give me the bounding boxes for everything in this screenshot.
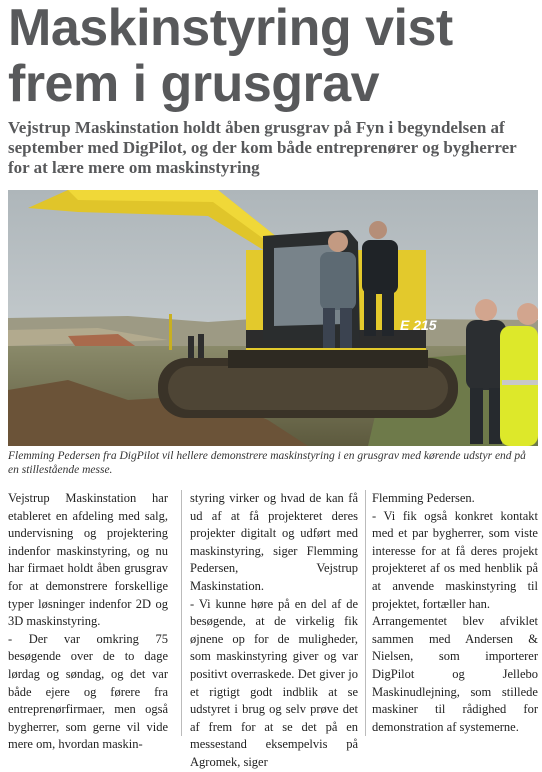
article-headline	[8, 0, 538, 112]
body-text: Flemming Pedersen. - Vi fik også konkret kontakt med et par bygherrer, som viste interesse for at få deres projekt projekteret af os med henblik på at anvende maskinstyring til projektet, fortæller han. Arrangementet blev afviklet sammen med Andersen & Nielsen, som importerer DigPilot og Jellebo Maskinudlejning, som stillede maskiner til rådighed for demonstration af systemerne.	[372, 491, 538, 734]
body-text: styring virker og hvad de kan få ud af at få projekteret deres projekter digitalt og udført med maskinstyring, siger Flemming Pedersen, Vejstrup Maskinstation. - Vi kunne høre på en del af de besøgende, at de virkelig fik øjnene op for de muligheder, som maskinstyring giver og var positivt overraskede. Det giver jo et rigtigt godt indblik at se udstyret i brug og selv prøve det af frem for at se det på en messestand eksempelvis på Agromek, siger	[190, 491, 358, 769]
photo-caption: Flemming Pedersen fra DigPilot vil hellere demonstrere maskinstyring i en grusgrav med kørende udstyr end på en stillestående messe.	[8, 450, 526, 476]
column-divider	[181, 490, 182, 736]
article-photo	[8, 190, 538, 446]
body-column-2	[190, 490, 358, 772]
headline-line-1: Maskinstyring vist	[8, 0, 453, 57]
excavator-model-label: E 215	[400, 317, 437, 333]
headline-line-2: frem i grusgrav	[8, 55, 380, 113]
body-column-3	[372, 490, 538, 736]
column-divider	[365, 490, 366, 736]
excavator-photo-illustration	[8, 190, 538, 446]
article-lede: Vejstrup Maskinstation holdt åben grusgrav på Fyn i begyndelsen af september med DigPilot, og der kom både entreprenører og bygherrer for at lære mere om maskinstyring	[8, 118, 517, 177]
body-text: Vejstrup Maskinstation har etableret en afdeling med salg, undervisning og projektering indenfor maskinstyring, og nu har firmaet holdt åben grusgrav for at demonstrere forskellige typer løsninger indenfor 2D og 3D maskinstyring. - Der var omkring 75 besøgende over de to dage lørdag og søndag, og det var både ejere og førere fra entreprenørfirmaer, men også bygherrer, som gerne vil vide mere om, hvordan maskin-	[8, 491, 168, 752]
body-column-1	[8, 490, 168, 754]
